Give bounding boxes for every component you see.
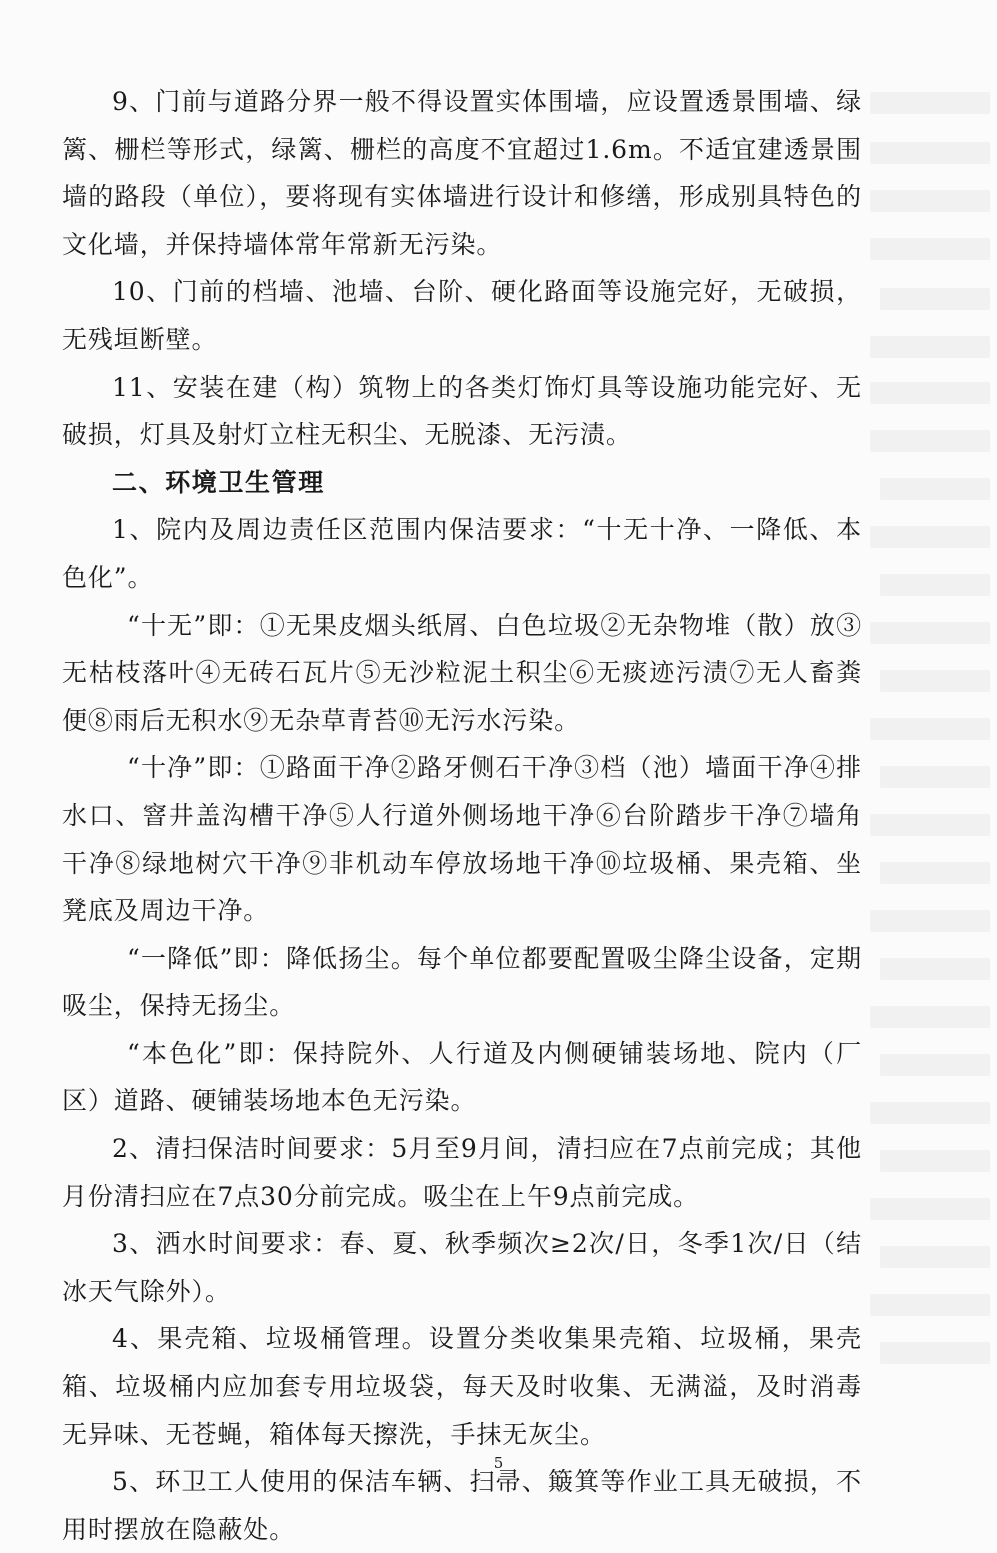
paragraph-item-9: 9、门前与道路分界一般不得设置实体围墙，应设置透景围墙、绿篱、栅栏等形式，绿篱、栅栏的高度不宜超过1.6m。不适宜建透景围墙的路段（单位），要将现有实体墙进行设计和修缮，形成别具特色的文化墙，并保持墙体常年常新无污染。 <box>62 87 862 259</box>
paragraph-item-10: 10、门前的档墙、池墙、台阶、硬化路面等设施完好，无破损，无残垣断壁。 <box>62 277 862 354</box>
paragraph-sanitation-tools: 5、环卫工人使用的保洁车辆、扫帚、簸箕等作业工具无破损，不用时摆放在隐蔽处。 <box>62 1467 862 1544</box>
paragraph-watering-time: 3、洒水时间要求：春、夏、秋季频次≥2次/日，冬季1次/日（结冰天气除外）。 <box>62 1229 862 1306</box>
paragraph-sweeping-time: 2、清扫保洁时间要求：5月至9月间，清扫应在7点前完成；其他月份清扫应在7点30分前完成。吸尘在上午9点前完成。 <box>62 1134 862 1211</box>
paragraph-item-11: 11、安装在建（构）筑物上的各类灯饰灯具等设施功能完好、无破损，灯具及射灯立柱无积尘、无脱漆、无污渍。 <box>62 372 862 450</box>
paragraph-ten-no: “十无”即：①无果皮烟头纸屑、白色垃圾②无杂物堆（散）放③无枯枝落叶④无砖石瓦片⑤无沙粒泥土积尘⑥无痰迹污渍⑦无人畜粪便⑧雨后无积水⑨无杂草青苔⑩无污水污染。 <box>62 610 862 735</box>
section-heading-sanitation: 二、环境卫生管理 <box>112 467 325 497</box>
paragraph-bin-management: 4、果壳箱、垃圾桶管理。设置分类收集果壳箱、垃圾桶，果壳箱、垃圾桶内应加套专用垃圾袋，每天及时收集、无满溢，及时消毒无异味、无苍蝇，箱体每天擦洗，手抹无灰尘。 <box>62 1324 862 1449</box>
page-number: 5 <box>493 1454 504 1472</box>
paragraph-one-reduce: “一降低”即：降低扬尘。每个单位都要配置吸尘降尘设备，定期吸尘，保持无扬尘。 <box>62 943 862 1021</box>
paragraph-original-color: “本色化”即：保持院外、人行道及内侧硬铺装场地、院内（厂区）道路、硬铺装场地本色无污染。 <box>62 1038 862 1116</box>
document-body <box>62 78 862 1553</box>
paragraph-ten-clean: “十净”即：①路面干净②路牙侧石干净③档（池）墙面干净④排水口、窨井盖沟槽干净⑤人行道外侧场地干净⑥台阶踏步干净⑦墙角干净⑧绿地树穴干净⑨非机动车停放场地干净⑩垃圾桶、果壳箱、坐凳底及周边干净。 <box>62 753 862 926</box>
paragraph-cleaning-requirements: 1、院内及周边责任区范围内保洁要求：“十无十净、一降低、本色化”。 <box>62 515 862 592</box>
